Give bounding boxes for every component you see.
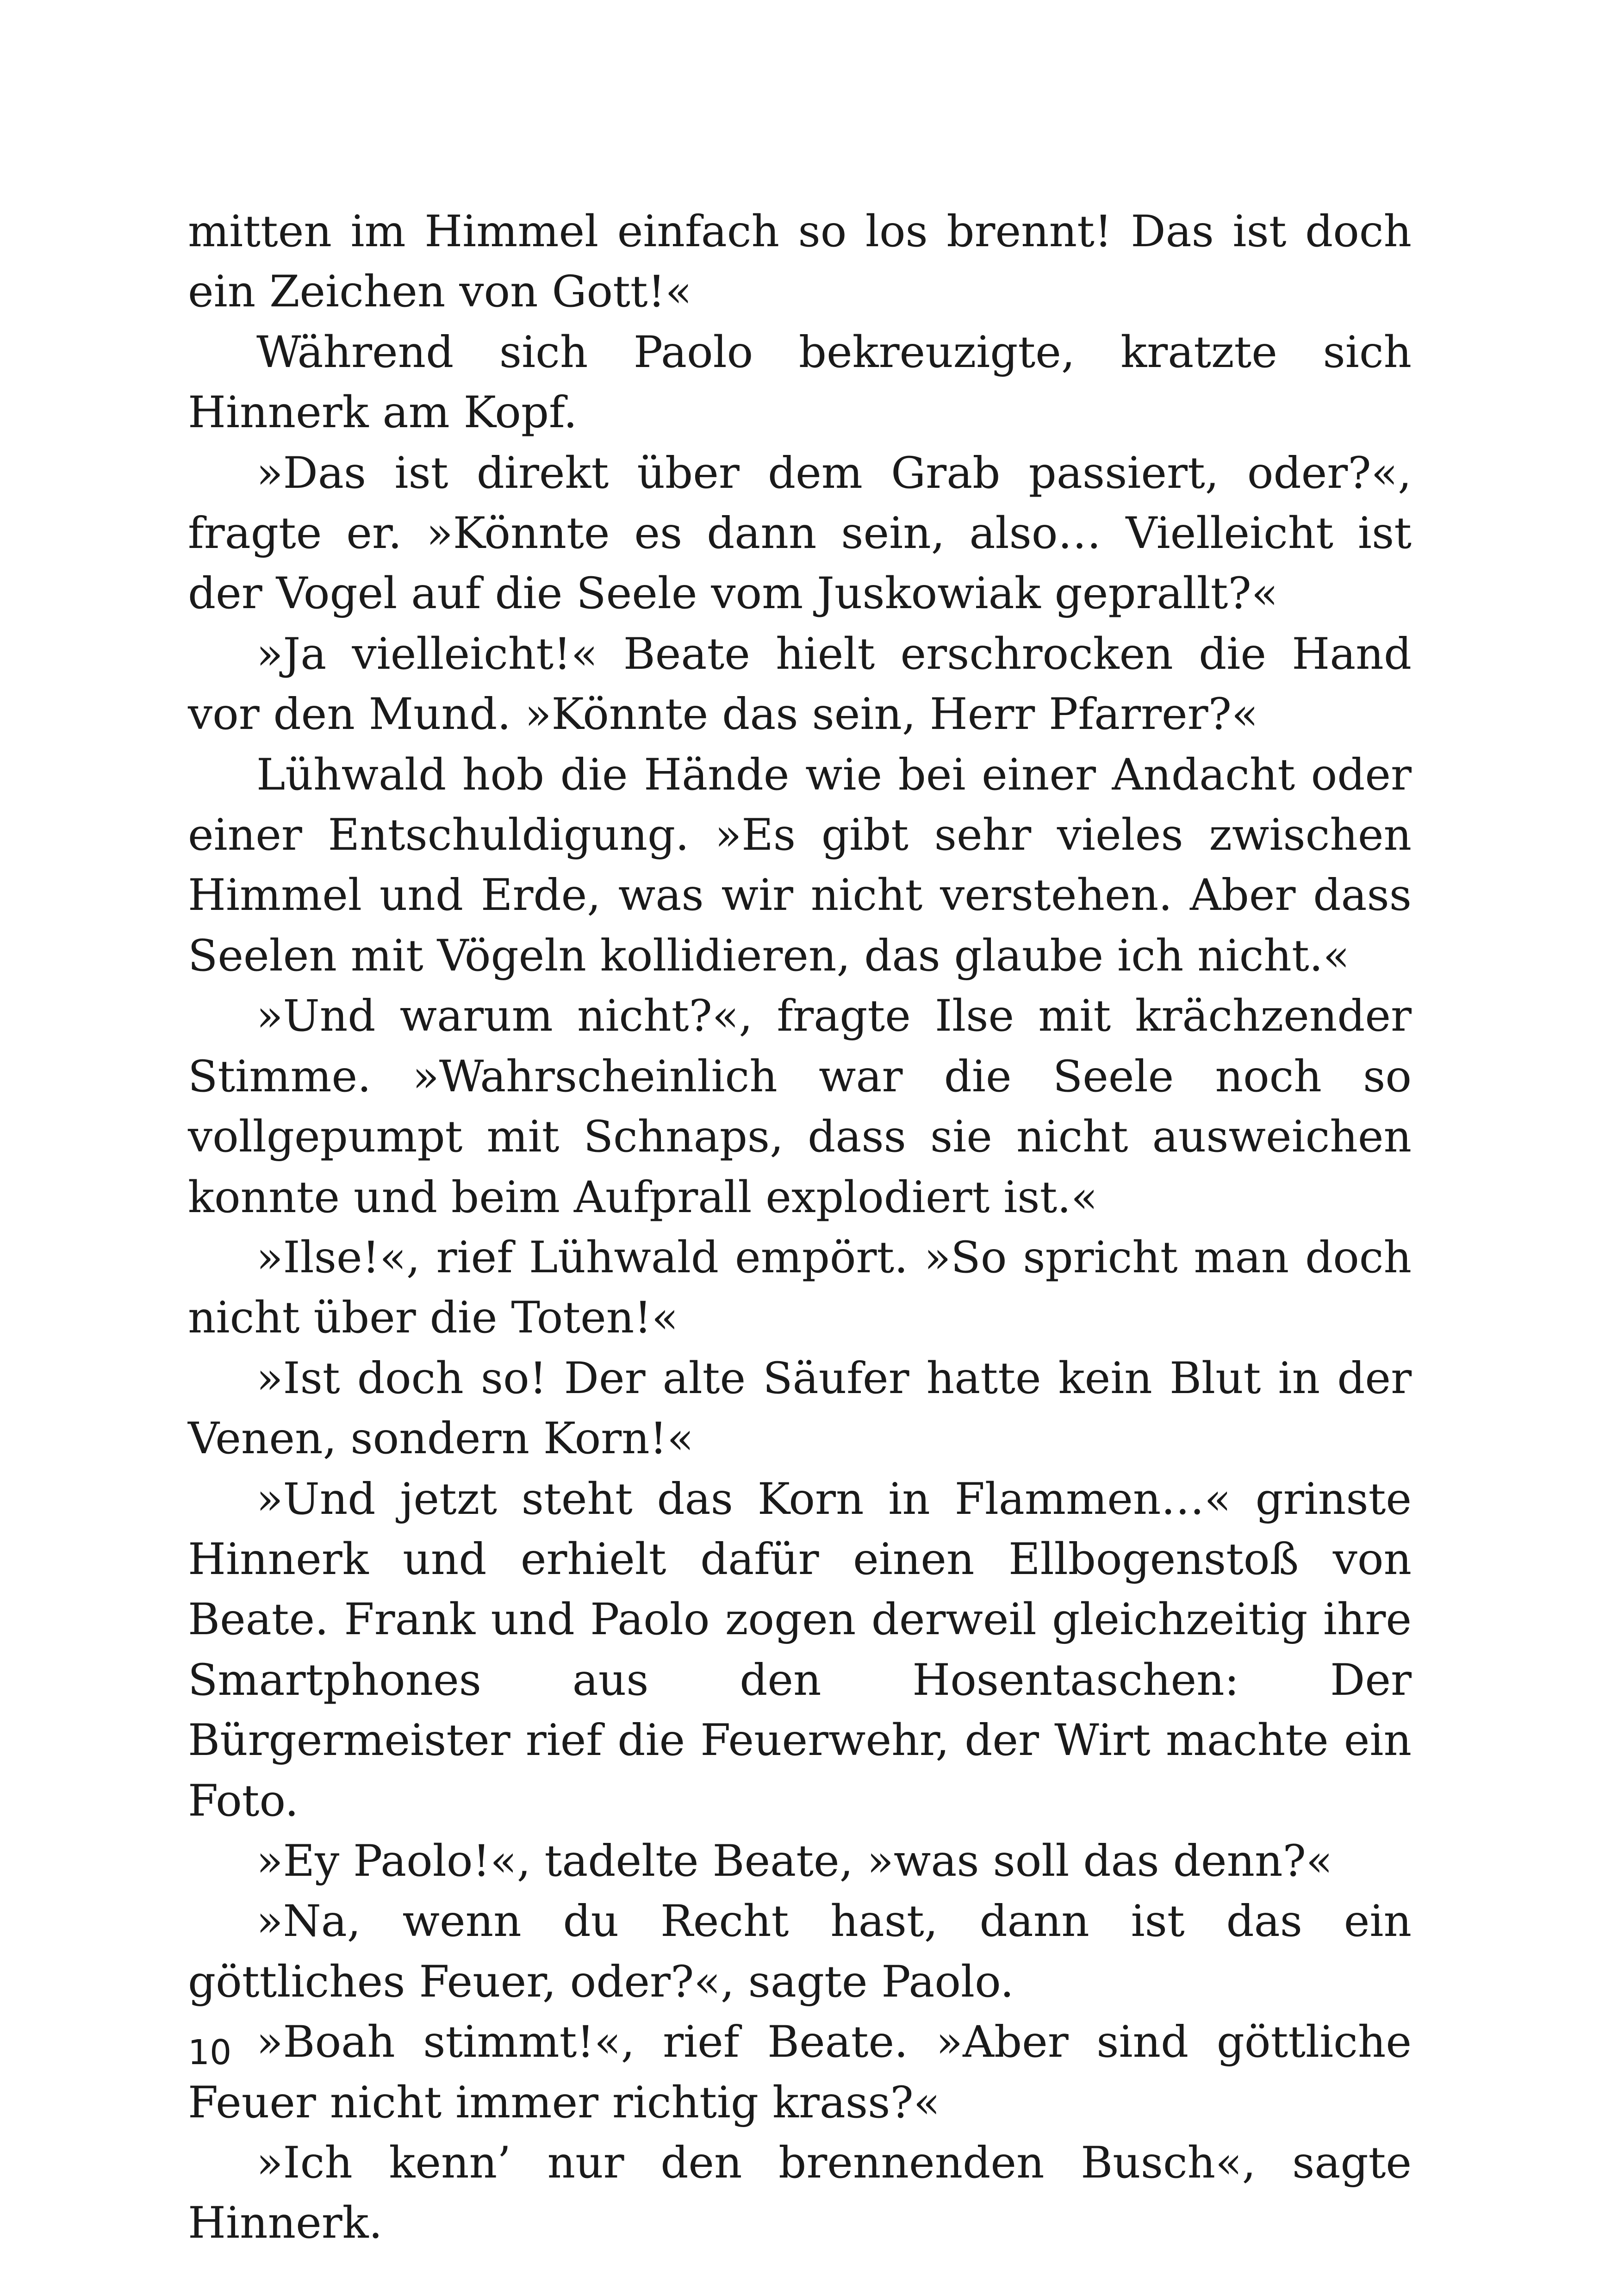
paragraph: Während sich Paolo bekreuzigte, kratzte sich Hinnerk am Kopf. — [188, 327, 1412, 438]
paragraph: »Boah stimmt!«, rief Beate. »Aber sind göttliche Feuer nicht immer richtig krass?« — [188, 2017, 1412, 2128]
paragraph: »Das ist direkt über dem Grab passiert, oder?«, fragte er. »Könnte es dann sein, also… Vielleicht ist der Vogel auf die Seele vom Juskowiak geprallt?« — [188, 448, 1412, 619]
paragraph: »Ey Paolo!«, tadelte Beate, »was soll das denn?« — [256, 1836, 1333, 1886]
body-text — [188, 202, 1412, 2254]
paragraph: Lühwald hob die Hände wie bei einer Andacht oder einer Entschuldigung. »Es gibt sehr vieles zwischen Himmel und Erde, was wir nicht verstehen. Aber dass Seelen mit Vögeln kollidieren, das glaube ich nicht.« — [188, 749, 1412, 981]
paragraph: »Ich kenn’ nur den brennenden Busch«, sagte Hinnerk. — [188, 2138, 1412, 2249]
page-number: 10 — [188, 2033, 232, 2072]
paragraph-continuation: mitten im Himmel einfach so los brennt! Das ist doch ein Zeichen von Gott!« — [188, 206, 1412, 317]
paragraph: »Ja vielleicht!« Beate hielt erschrocken die Hand vor den Mund. »Könnte das sein, Herr Pfarrer?« — [188, 628, 1412, 740]
paragraph: »Ist doch so! Der alte Säufer hatte kein Blut in der Venen, sondern Korn!« — [188, 1353, 1412, 1464]
paragraph: »Und warum nicht?«, fragte Ilse mit krächzender Stimme. »Wahrscheinlich war die Seele noch so vollgepumpt mit Schnaps, dass sie nicht ausweichen konnte und beim Aufprall explodiert ist.« — [188, 991, 1412, 1223]
paragraph: »Und jetzt steht das Korn in Flammen…« grinste Hinnerk und erhielt dafür einen Ellbogenstoß von Beate. Frank und Paolo zogen derweil gleichzeitig ihre Smartphones aus den Hosentaschen: Der Bürgermeister rief die Feuerwehr, der Wirt machte ein Foto. — [188, 1474, 1412, 1826]
paragraph: »Ilse!«, rief Lühwald empört. »So spricht man doch nicht über die Toten!« — [188, 1232, 1412, 1344]
paragraph: »Na, wenn du Recht hast, dann ist das ein göttliches Feuer, oder?«, sagte Paolo. — [188, 1896, 1412, 2007]
